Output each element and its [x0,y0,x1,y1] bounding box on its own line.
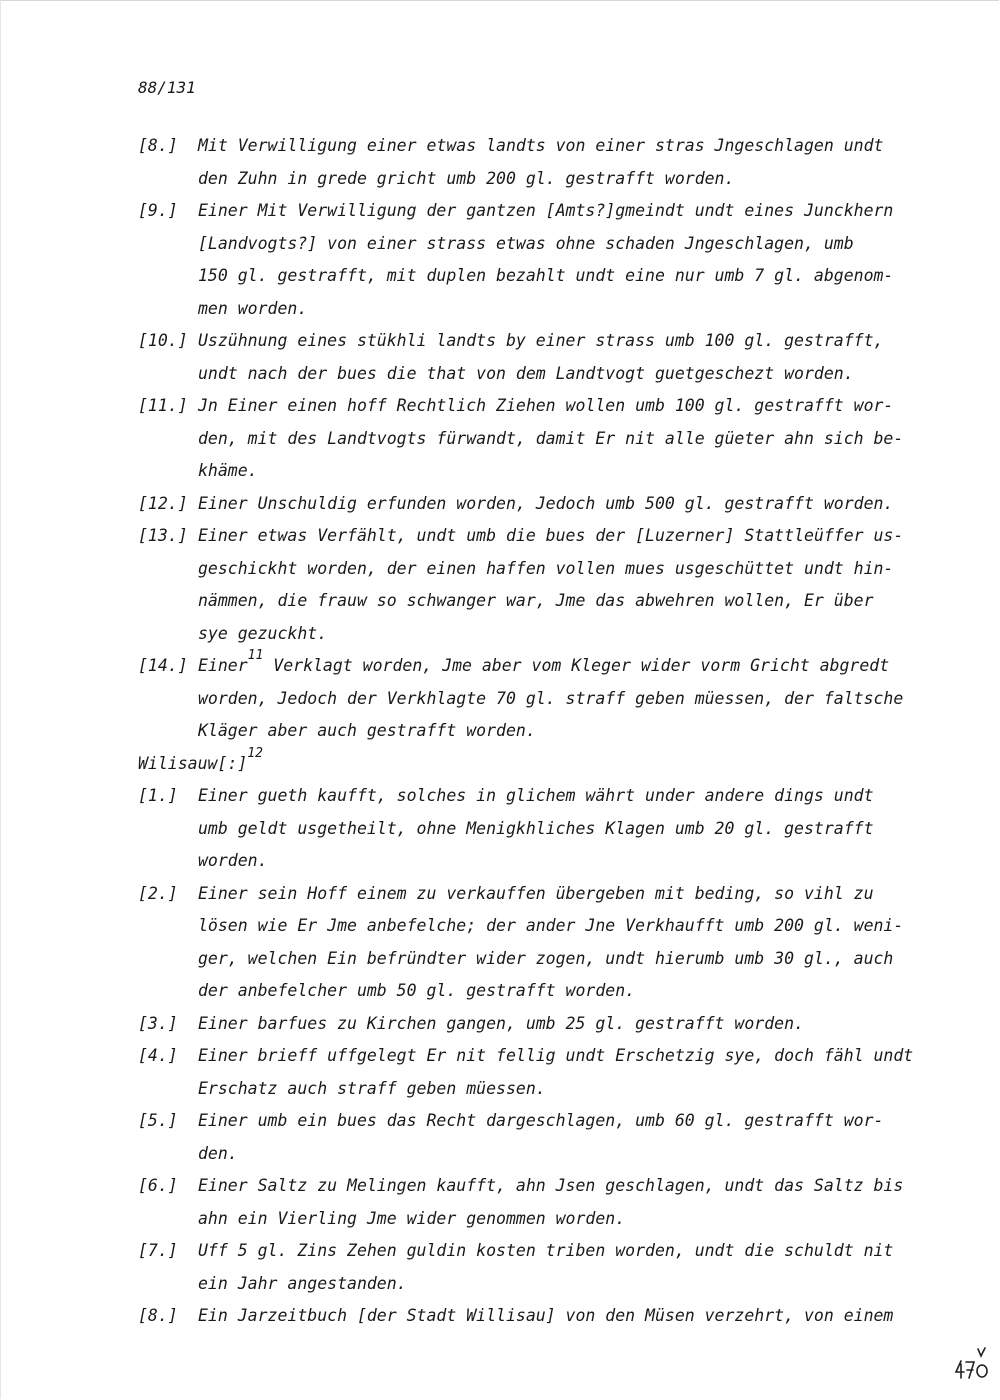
entry-9 [138,195,938,325]
entry-number: [10.] [138,331,188,350]
entry-number: [5.] [138,1111,178,1130]
entry-13 [138,520,938,650]
entry-number: [8.] [138,136,178,155]
entry-text: Einer Mit Verwilligung der gantzen [Amts?]gmeindt undt eines Junckhern [Landvogts?] von einer strass etwas ohne schaden Jngeschlagen, umb 150 gl. gestrafft, mit duplen bezahlt undt eine nur umb 7 gl. abgenom- men worden. [198,201,894,318]
entry-number: [8.] [138,1306,178,1325]
willisau-entry-6 [138,1170,938,1235]
entry-11 [138,390,938,488]
entry-number: [7.] [138,1241,178,1260]
entry-number: [9.] [138,201,178,220]
footnote-ref-11: 11 [247,648,264,663]
willisau-entry-5 [138,1105,938,1170]
document-body [138,130,938,1333]
entry-number: [1.] [138,786,178,805]
heading-text: Wilisauw[:] [138,753,248,773]
entry-text: Jn Einer einen hoff Rechtlich Ziehen wollen umb 100 gl. gestrafft wor- den, mit des Landtvogts fürwandt, damit Er nit alle güeter ahn sich be- khäme. [198,396,904,480]
entry-text: Uff 5 gl. Zins Zehen guldin kosten triben worden, undt die schuldt nit ein Jahr angestanden. [198,1241,894,1293]
entry-text-start: Einer [198,656,248,675]
entry-number: [4.] [138,1046,178,1065]
entry-text: Mit Verwilligung einer etwas landts von einer stras Jngeschlagen undt den Zuhn in grede gricht umb 200 gl. gestrafft worden. [198,136,884,188]
entry-text: Ein Jarzeitbuch [der Stadt Willisau] von den Müsen verzehrt, von einem [198,1306,894,1325]
entry-number: [14.] [138,656,188,675]
entry-number: [2.] [138,883,178,903]
section-heading-willisau [138,745,938,781]
entry-text: Einer etwas Verfählt, undt umb die bues der [Luzerner] Stattleüffer us- geschickht worden, der einen haffen vollen mues usgeschüttet undt hin- nämmen, die frauw so schwanger war, Jme das abwehren wollen, Er über sye gezuckht. [198,526,904,643]
entry-number: [11.] [138,396,188,415]
willisau-entry-1 [138,780,938,878]
entry-number: [3.] [138,1013,178,1033]
willisau-entry-3 [138,1008,938,1041]
willisau-entry-4 [138,1040,938,1105]
entry-text: Einer Saltz zu Melingen kaufft, ahn Jsen geschlagen, undt das Saltz bis ahn ein Vierling Jme wider genommen worden. [198,1176,904,1228]
entry-text [198,650,938,748]
entry-number: [13.] [138,526,188,545]
entry-text: Uszühnung eines stükhli landts by einer strass umb 100 gl. gestrafft, undt nach der bues die that von dem Landtvogt guetgeschezt worden. [198,331,884,383]
entry-8 [138,130,938,195]
entry-10 [138,325,938,390]
page-number: 88/131 [138,78,196,97]
willisau-entry-2 [138,878,938,1008]
handwritten-number-icon [952,1345,992,1385]
entry-text-rest: Verklagt worden, Jme aber vom Kleger wider vorm Gricht abgredt worden, Jedoch der Verkhlagte 70 gl. straff geben müessen, der faltsche Kläger aber auch gestrafft worden. [198,656,904,740]
willisau-entry-7 [138,1235,938,1300]
entry-text: Einer umb ein bues das Recht dargeschlagen, umb 60 gl. gestrafft wor- den. [198,1111,884,1163]
footnote-ref-12: 12 [247,745,263,761]
entry-number: [6.] [138,1176,178,1195]
entry-text: Einer brieff uffgelegt Er nit fellig undt Erschetzig sye, doch fähl undt Erschatz auch straff geben müessen. [198,1046,914,1098]
entry-text: Einer barfues zu Kirchen gangen, umb 25 gl. gestrafft worden. [198,1013,804,1033]
entry-number: [12.] [138,493,188,513]
entry-text: Einer sein Hoff einem zu verkauffen übergeben mit beding, so vihl zu lösen wie Er Jme anbefelche; der ander Jne Verkhaufft umb 200 gl. weni- ger, welchen Ein befründter wider zogen, undt hierumb umb 30 gl., auch der anbefelcher umb 50 gl. gestrafft worden. [198,883,904,1000]
entry-text: Einer gueth kaufft, solches in glichem währt under andere dings undt umb geldt usgetheilt, ohne Menigkhliches Klagen umb 20 gl. gestrafft worden. [198,786,874,870]
entry-14 [138,650,938,748]
willisau-entry-8 [138,1300,938,1333]
entry-text: Einer Unschuldig erfunden worden, Jedoch umb 500 gl. gestrafft worden. [198,493,894,513]
entry-12 [138,488,938,521]
